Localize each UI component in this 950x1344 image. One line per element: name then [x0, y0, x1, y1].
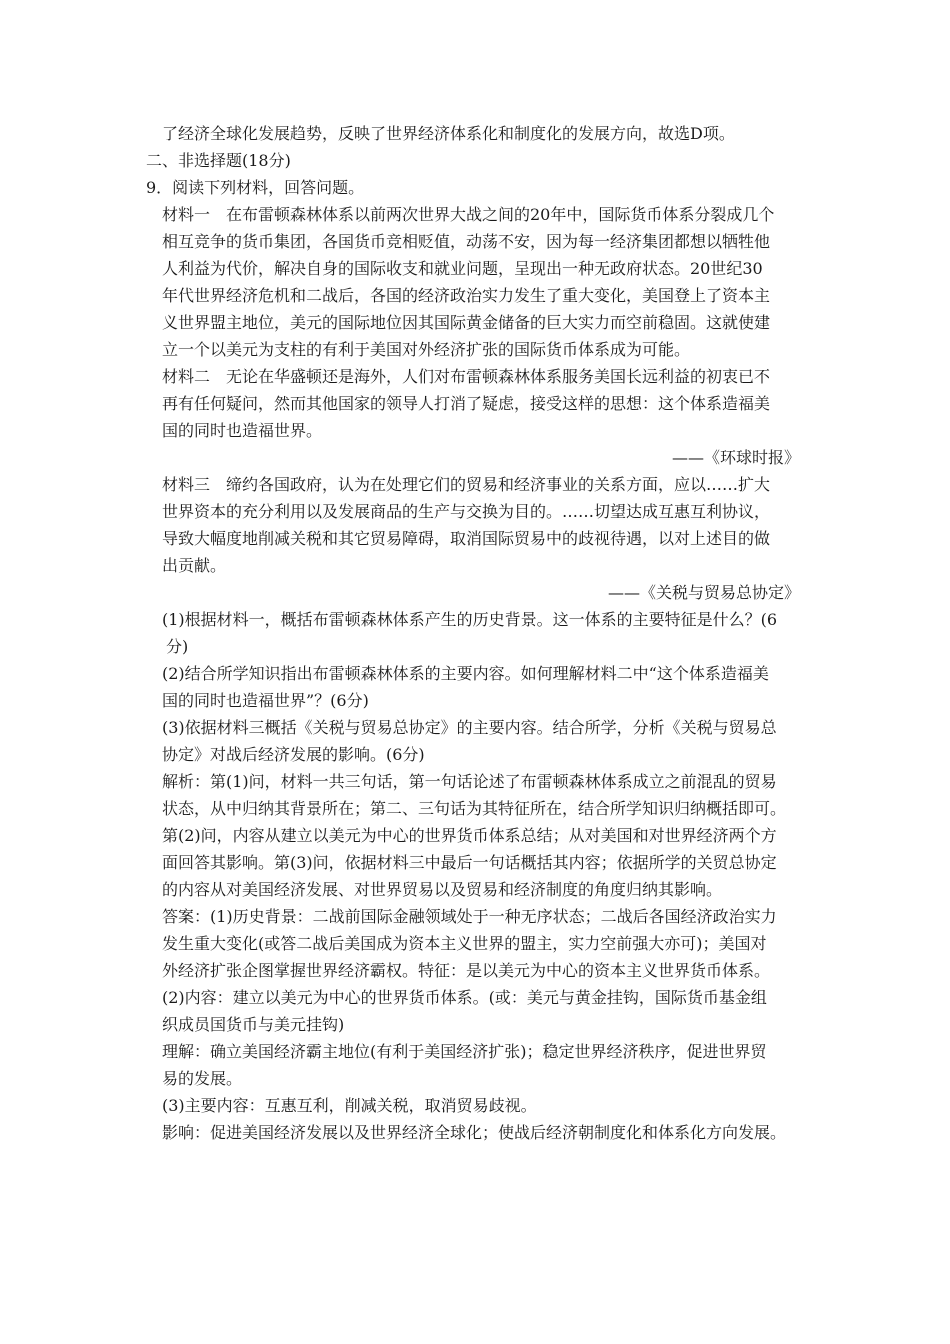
- sub-question-3-cont: 协定》对战后经济发展的影响。(6分): [162, 745, 425, 764]
- intro-tail-line: 了经济全球化发展趋势，反映了世界经济体系化和制度化的发展方向，故选D项。: [162, 124, 735, 143]
- analysis-line: 解析：第(1)问，材料一共三句话，第一句话论述了布雷顿森林体系成立之前混乱的贸易: [162, 772, 777, 791]
- analysis-line: 状态，从中归纳其背景所在；第二、三句话为其特征所在，结合所学知识归纳概括即可。: [162, 799, 787, 818]
- material-two-line: 国的同时也造福世界。: [162, 421, 323, 440]
- material-one-line: 相互竞争的货币集团，各国货币竞相贬值，动荡不安，因为每一经济集团都想以牺牲他: [162, 232, 771, 251]
- sub-question-2: (2)结合所学知识指出布雷顿森林体系的主要内容。如何理解材料二中“这个体系造福美: [162, 664, 769, 683]
- material-two-source: ——《环球时报》: [671, 448, 800, 467]
- material-two-line: 再有任何疑问，然而其他国家的领导人打消了疑虑，接受这样的思想：这个体系造福美: [162, 394, 771, 413]
- question-stem: 9．阅读下列材料，回答问题。: [146, 178, 365, 197]
- sub-question-1-cont: 分): [166, 637, 189, 656]
- answer-line: 易的发展。: [162, 1069, 243, 1088]
- material-two-line: 材料二 无论在华盛顿还是海外，人们对布雷顿森林体系服务美国长远利益的初衷已不: [162, 367, 771, 386]
- answer-line: 答案：(1)历史背景：二战前国际金融领域处于一种无序状态；二战后各国经济政治实力: [162, 907, 777, 926]
- material-one-line: 义世界盟主地位，美元的国际地位因其国际黄金储备的巨大实力而空前稳固。这就使建: [162, 313, 771, 332]
- material-three-line: 材料三 缔约各国政府，认为在处理它们的贸易和经济事业的关系方面，应以……扩大: [162, 475, 771, 494]
- answer-line: 理解：确立美国经济霸主地位(有利于美国经济扩张)；稳定世界经济秩序，促进世界贸: [162, 1042, 767, 1061]
- section-heading: 二、非选择题(18分): [146, 151, 291, 170]
- answer-line: (3)主要内容：互惠互利，削减关税，取消贸易歧视。: [162, 1096, 537, 1115]
- material-one-line: 年代世界经济危机和二战后，各国的经济政治实力发生了重大变化，美国登上了资本主: [162, 286, 771, 305]
- material-one-line: 人利益为代价，解决自身的国际收支和就业问题，呈现出一种无政府状态。20世纪30: [162, 259, 763, 278]
- material-one-line: 材料一 在布雷顿森林体系以前两次世界大战之间的20年中，国际货币体系分裂成几个: [162, 205, 775, 224]
- answer-line: 外经济扩张企图掌握世界经济霸权。特征：是以美元为中心的资本主义世界货币体系。: [162, 961, 771, 980]
- material-three-line: 出贡献。: [162, 556, 227, 575]
- answer-line: 影响：促进美国经济发展以及世界经济全球化；使战后经济朝制度化和体系化方向发展。: [162, 1123, 787, 1142]
- sub-question-3: (3)依据材料三概括《关税与贸易总协定》的主要内容。结合所学，分析《关税与贸易总: [162, 718, 777, 737]
- answer-line: 发生重大变化(或答二战后美国成为资本主义世界的盟主，实力空前强大亦可)；美国对: [162, 934, 767, 953]
- analysis-line: 第(2)问，内容从建立以美元为中心的世界货币体系总结；从对美国和对世界经济两个方: [162, 826, 777, 845]
- answer-line: 织成员国货币与美元挂钩): [162, 1015, 345, 1034]
- material-three-line: 世界资本的充分利用以及发展商品的生产与交换为目的。……切望达成互惠互利协议，: [162, 502, 771, 521]
- analysis-line: 的内容从对美国经济发展、对世界贸易以及贸易和经济制度的角度归纳其影响。: [162, 880, 723, 899]
- material-three-source: ——《关税与贸易总协定》: [607, 583, 800, 602]
- answer-line: (2)内容：建立以美元为中心的世界货币体系。(或：美元与黄金挂钩，国际货币基金组: [162, 988, 767, 1007]
- analysis-line: 面回答其影响。第(3)问，依据材料三中最后一句话概括其内容；依据所学的关贸总协定: [162, 853, 777, 872]
- sub-question-1: (1)根据材料一，概括布雷顿森林体系产生的历史背景。这一体系的主要特征是什么？(6: [162, 610, 778, 629]
- material-three-line: 导致大幅度地削减关税和其它贸易障碍，取消国际贸易中的歧视待遇，以对上述目的做: [162, 529, 771, 548]
- sub-question-2-cont: 国的同时也造福世界”？(6分): [162, 691, 369, 710]
- material-one-line: 立一个以美元为支柱的有利于美国对外经济扩张的国际货币体系成为可能。: [162, 340, 691, 359]
